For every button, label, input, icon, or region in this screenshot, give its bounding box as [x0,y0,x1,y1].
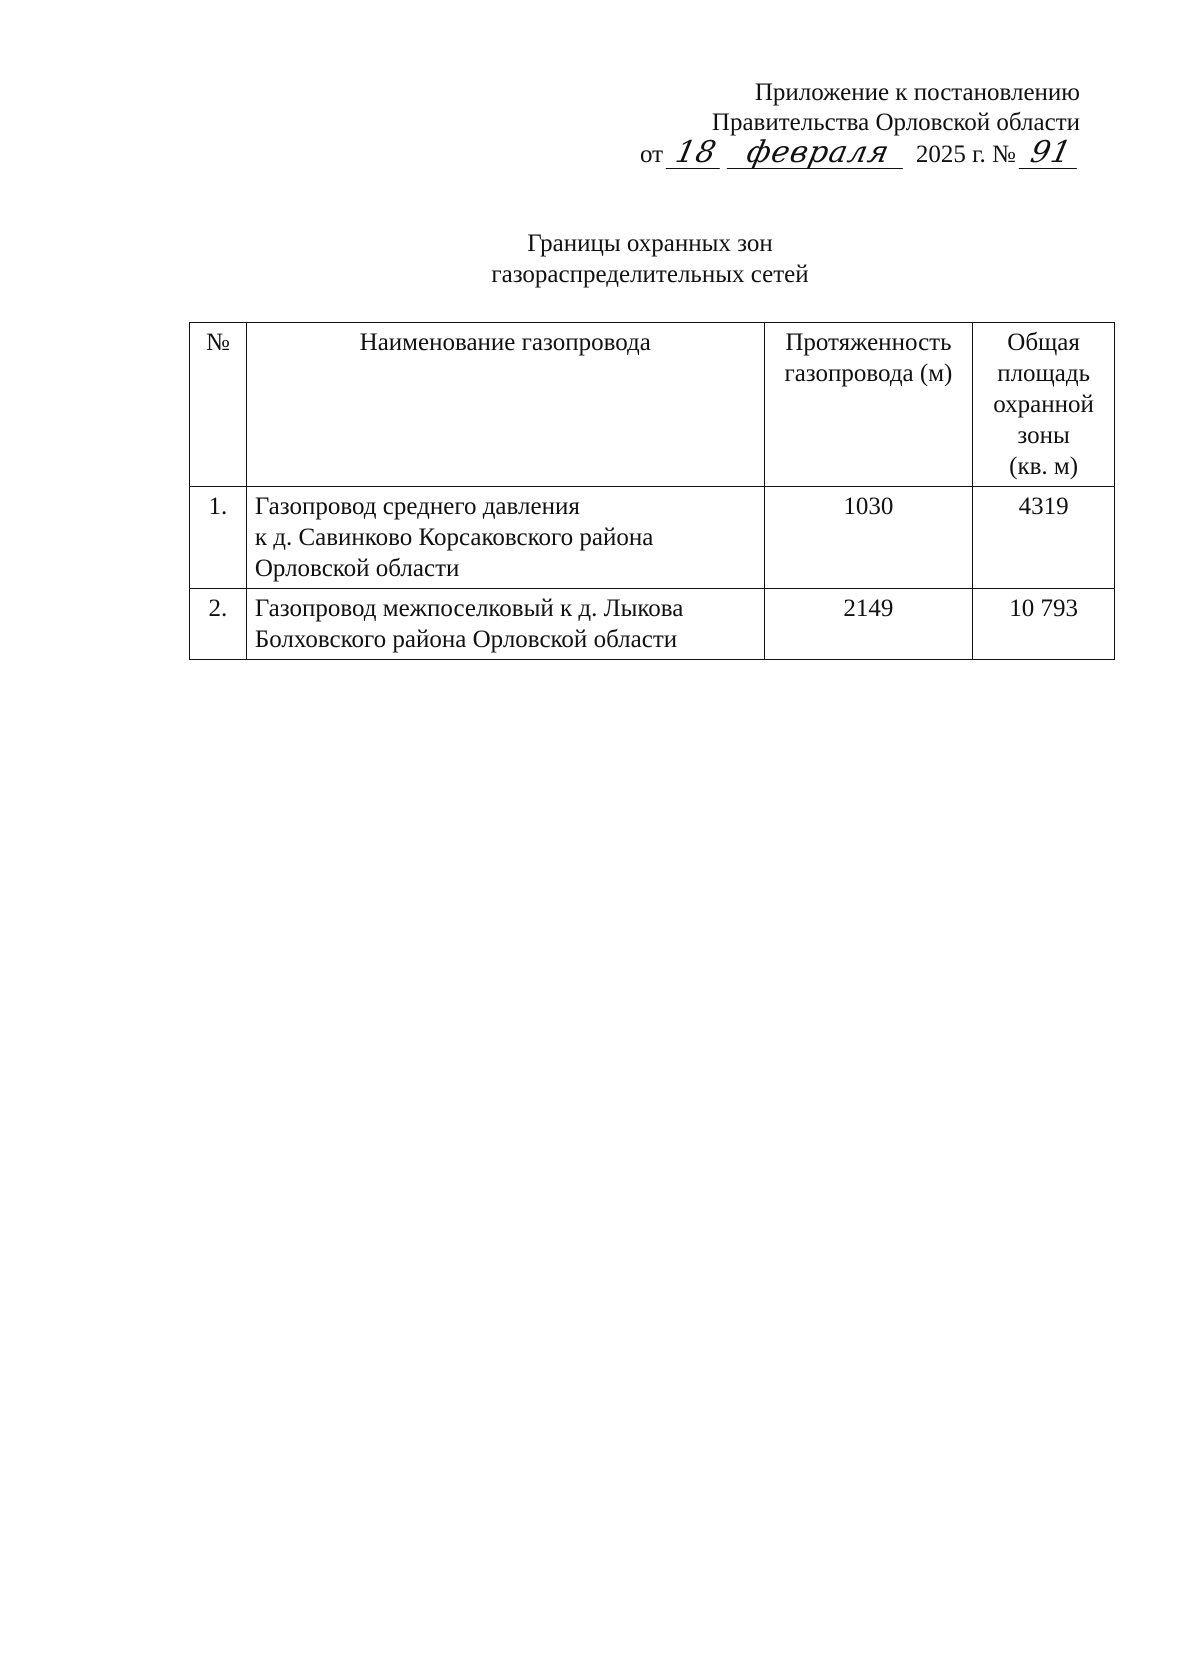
row-2-area: 10 793 [973,589,1115,660]
header-area-line-1: Общая [1007,329,1080,356]
table-header-row [190,323,1115,487]
row-1-name [246,487,764,589]
row-1-name-line-1: Газопровод среднего давления [254,493,580,520]
appendix-line-1: Приложение к постановлению [754,79,1080,106]
header-num: № [190,323,247,487]
row-2-num: 2. [190,589,247,660]
row-1-length: 1030 [764,487,973,589]
appendix-line-2: Правительства Орловской области [711,109,1080,136]
header-area [973,323,1115,487]
handwritten-day: 18 [666,138,727,169]
header-area-line-3: охранной [993,391,1094,418]
header-length-line-2: газопровода (м) [784,360,953,387]
table-row [190,487,1115,589]
header-name: Наименование газопровода [246,323,764,487]
title-line-2: газораспределительных сетей [491,261,809,288]
protection-zones-table [189,322,1115,660]
row-1-name-line-3: Орловской области [254,555,460,582]
title-line-1: Границы охранных зон [527,230,773,257]
row-2-length: 2149 [764,589,973,660]
date-suffix: 2025 г. № [915,141,1016,168]
header-area-line-4: зоны [1017,422,1070,449]
row-1-area: 4319 [973,487,1115,589]
date-prefix: от [640,141,664,168]
handwritten-month: февраля [726,138,909,169]
table-row [190,589,1115,660]
row-1-num: 1. [190,487,247,589]
handwritten-number: 91 [1019,138,1084,169]
document-title [0,228,1200,290]
row-2-name-line-1: Газопровод межпоселковый к д. Лыкова [254,595,684,622]
header-area-line-2: площадь [997,360,1091,387]
row-2-name [246,589,764,660]
header-length [764,323,973,487]
row-1-name-line-2: к д. Савинково Корсаковского района [254,524,654,551]
header-area-line-5: (кв. м) [1009,453,1079,480]
appendix-header [640,78,1080,170]
header-length-line-1: Протяженность [785,329,952,356]
row-2-name-line-2: Болховского района Орловской области [254,626,678,653]
appendix-date-line [640,135,1080,170]
